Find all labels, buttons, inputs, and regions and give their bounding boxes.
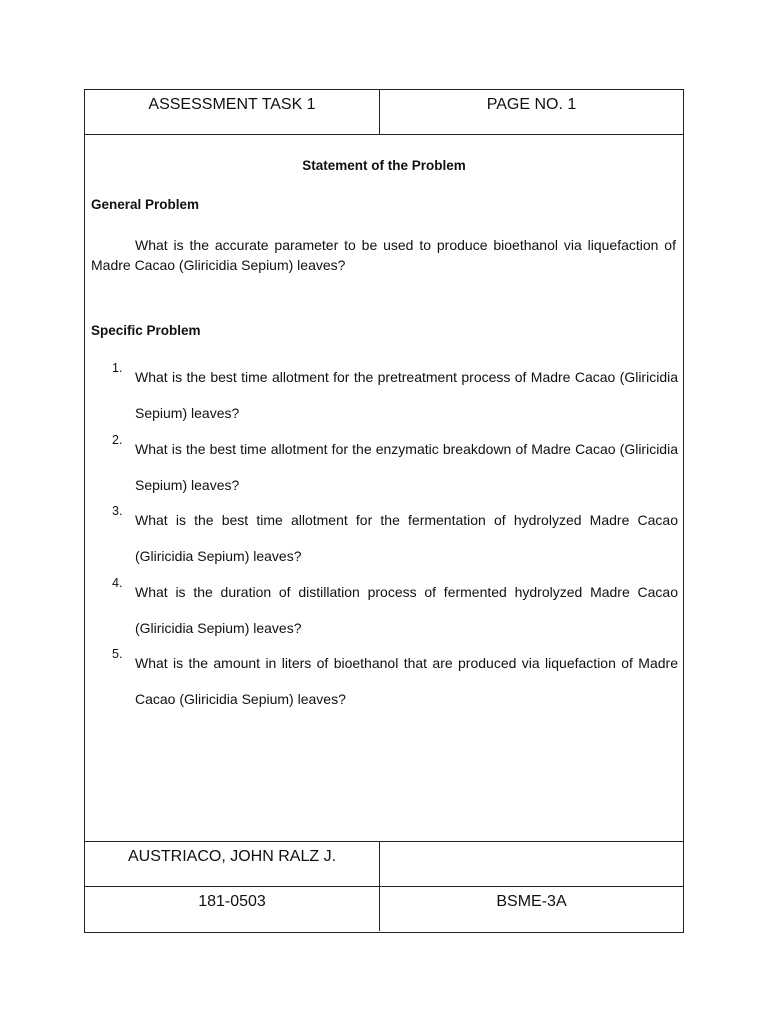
list-item — [85, 359, 683, 431]
general-problem-heading: General Problem — [91, 197, 200, 212]
problem-statement-section — [85, 135, 683, 842]
specific-problem-heading: Specific Problem — [91, 323, 201, 338]
list-item-number: 1. — [112, 361, 123, 375]
list-item-number: 3. — [112, 504, 123, 518]
header-row — [85, 90, 683, 135]
footer-id-row — [85, 887, 683, 931]
list-item-text: What is the amount in liters of bioethanol that are produced via liquefaction of Madre Cacao (Gliricidia Sepium) leaves? — [135, 655, 678, 707]
list-item-number: 4. — [112, 575, 123, 590]
list-item — [85, 502, 683, 574]
student-id: 181-0503 — [85, 887, 380, 931]
list-item — [85, 574, 683, 646]
course-section: BSME-3A — [496, 893, 567, 910]
list-item — [85, 431, 683, 503]
list-item — [85, 645, 683, 717]
assessment-sheet — [84, 89, 684, 933]
list-item-text: What is the duration of distillation process of fermented hydrolyzed Madre Cacao (Gliricidia Sepium) leaves? — [135, 583, 678, 636]
task-title: ASSESSMENT TASK 1 — [85, 90, 380, 134]
student-name: AUSTRIACO, JOHN RALZ J. — [85, 842, 380, 886]
general-problem-text: What is the accurate parameter to be used to produce bioethanol via liquefaction of Madre Cacao (Gliricidia Sepium) leaves? — [91, 237, 676, 273]
page-number: PAGE NO. 1 — [486, 96, 577, 113]
specific-problem-list — [85, 359, 683, 717]
list-item-text: What is the best time allotment for the enzymatic breakdown of Madre Cacao (Gliricidia Sepium) leaves? — [135, 440, 678, 493]
list-item-number: 5. — [112, 647, 123, 661]
blank-cell — [380, 842, 683, 886]
list-item-number: 2. — [112, 432, 123, 447]
statement-title: Statement of the Problem — [302, 158, 466, 173]
list-item-text: What is the best time allotment for the pretreatment process of Madre Cacao (Gliricidia Sepium) leaves? — [135, 369, 678, 421]
list-item-text: What is the best time allotment for the fermentation of hydrolyzed Madre Cacao (Gliricidia Sepium) leaves? — [135, 512, 678, 564]
footer-name-row — [85, 842, 683, 887]
